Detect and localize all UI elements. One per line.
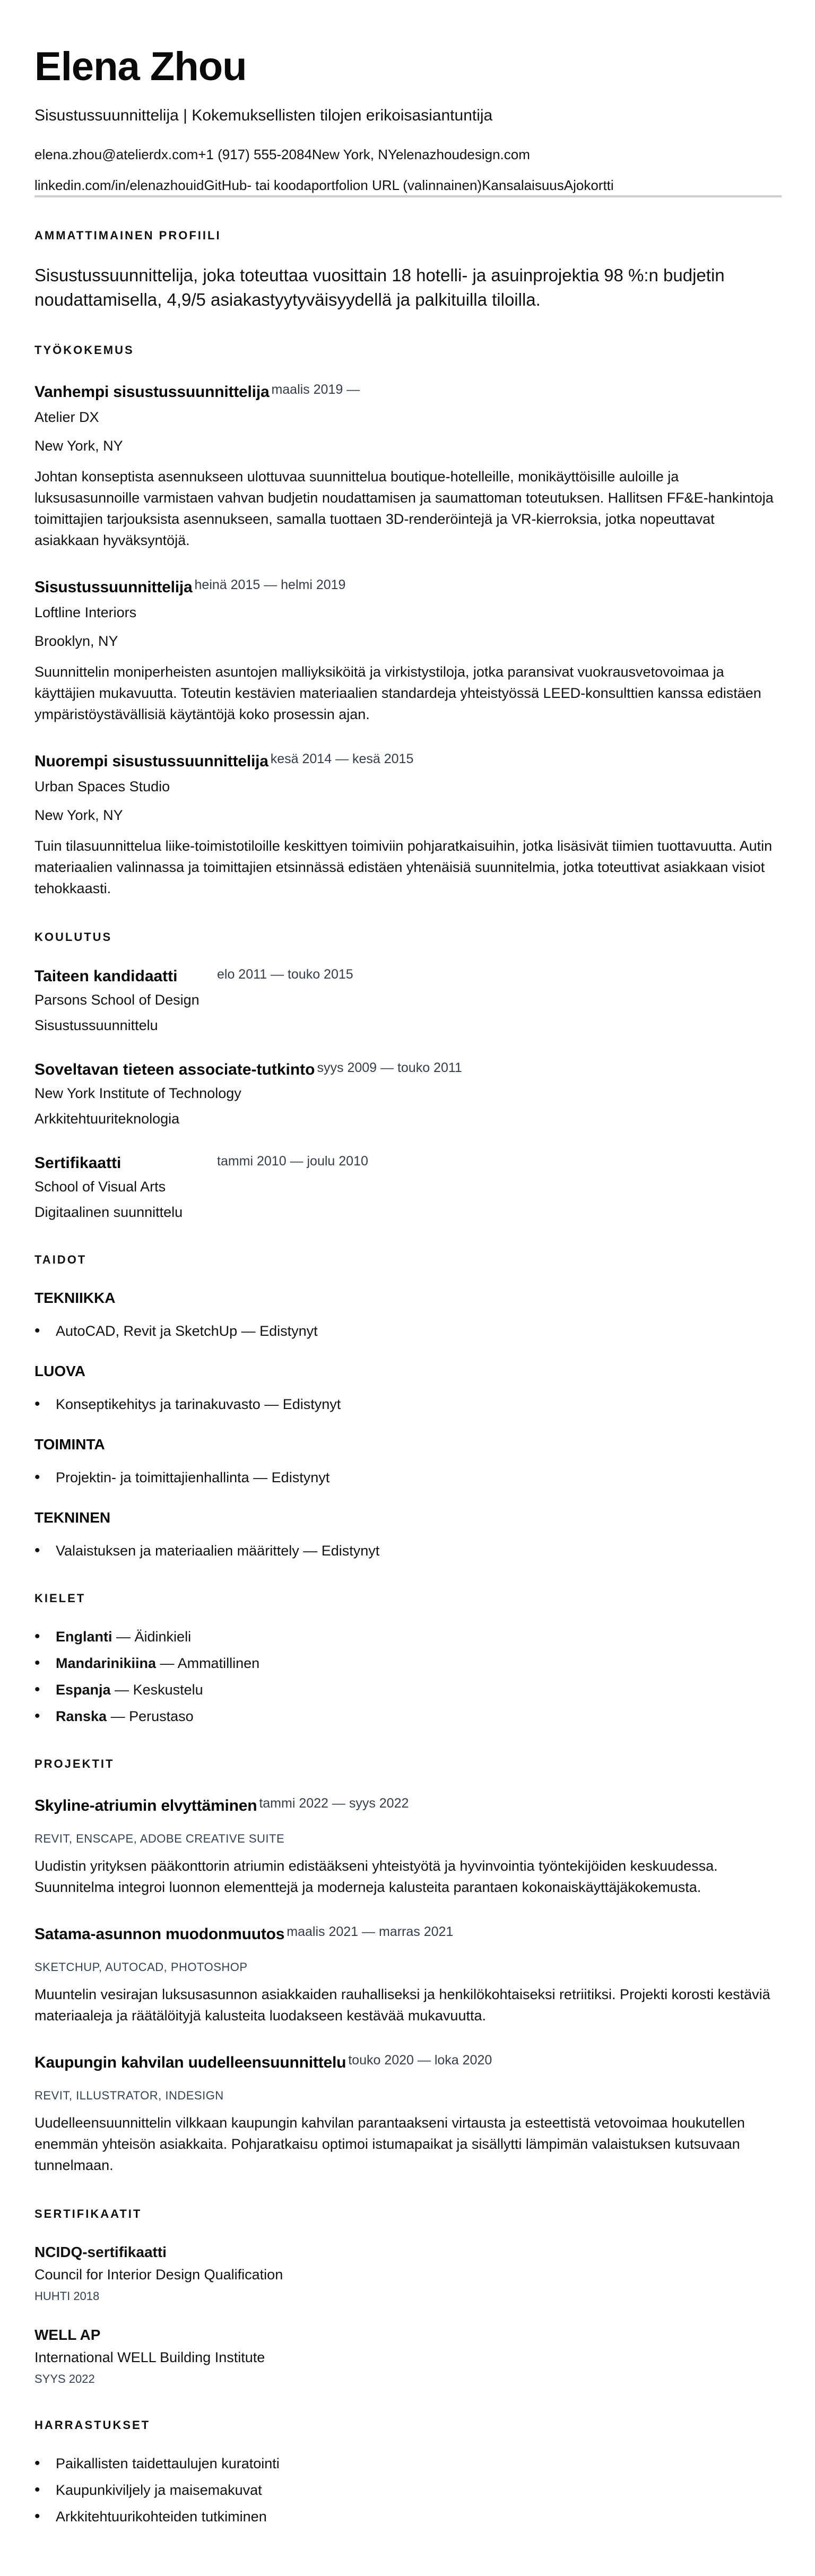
job-entry <box>34 574 781 725</box>
section-title-education: KOULUTUS <box>34 930 112 944</box>
skill-item: • Valaistuksen ja materiaalien määrittely — Edistynyt <box>34 1541 781 1560</box>
language-level: Perustaso <box>129 1708 194 1724</box>
job-entry <box>34 748 781 899</box>
profile-summary: Sisustussuunnittelija, joka toteuttaa vuosittain 18 hotelli- ja asuinprojektia 98 %:n budjetin noudattamisella, 4,9/5 asiakastyytyväisyydellä ja palkituilla tiloilla. <box>34 265 725 309</box>
language-separator: — <box>156 1655 178 1671</box>
contact-linkedin[interactable]: linkedin.com/in/elenazhouid <box>34 177 204 193</box>
education-list <box>34 966 781 1222</box>
skill-category: TEKNINEN <box>34 1509 111 1526</box>
language-level: Ammatillinen <box>177 1655 260 1671</box>
language-item <box>34 1654 781 1673</box>
job-list <box>34 379 781 899</box>
education-entry <box>34 1059 781 1128</box>
skill-item: • AutoCAD, Revit ja SketchUp — Edistynyt <box>34 1321 781 1341</box>
education-header <box>34 1153 781 1174</box>
education-header <box>34 966 781 987</box>
project-name: Satama-asunnon muodonmuutos <box>34 1925 285 1943</box>
candidate-name: Elena Zhou <box>34 44 247 89</box>
job-location: New York, NY <box>34 807 123 823</box>
skill-group <box>34 1289 781 1341</box>
project-tech-stack: SKETCHUP, AUTOCAD, PHOTOSHOP <box>34 1960 248 1974</box>
job-company: Loftline Interiors <box>34 604 137 620</box>
job-dates: heinä 2015 — helmi 2019 <box>194 577 346 592</box>
hobbies-section <box>34 2418 781 2526</box>
section-title-skills: TAIDOT <box>34 1253 87 1266</box>
language-level: Keskustelu <box>133 1682 203 1698</box>
contact-email[interactable]: elena.zhou@atelierdx.com <box>34 146 198 162</box>
language-item <box>34 1707 781 1726</box>
contact-row-secondary <box>34 176 781 194</box>
education-section <box>34 930 781 1222</box>
skills-section <box>34 1252 781 1560</box>
job-description: Tuin tilasuunnittelua liike-toimistotiloille keskittyen toimiviin pohjaratkaisuihin, jotka lisäsivät tiimien tuottavuutta. Autin materiaalien valinnassa ja toimittajien etsinnässä edistäen yhtenäisiä suunnitelmia, jotka toteuttivat asiakkaan visiot tehokkaasti. <box>34 838 773 896</box>
projects-section <box>34 1757 781 2176</box>
project-entry <box>34 1921 781 2026</box>
contact-drivers-license: Ajokortti <box>563 177 614 193</box>
project-dates: maalis 2021 — marras 2021 <box>287 1924 454 1939</box>
certification-list <box>34 2243 781 2387</box>
project-description: Uudistin yrityksen pääkonttorin atriumin edistääkseni yhteistyötä ja hyvinvointia työntekijöiden keskuudessa. Suunnitelma integroi luonnon elementtejä ja moderneja kalusteita parantaen kokonaiskäyttäjäkokemusta. <box>34 1858 718 1895</box>
school-name: New York Institute of Technology <box>34 1085 241 1101</box>
hobby-item: • Kaupunkiviljely ja maisemakuvat <box>34 2480 781 2500</box>
skill-group <box>34 1362 781 1414</box>
hobby-item: • Arkkitehtuurikohteiden tutkiminen <box>34 2507 781 2526</box>
job-location: New York, NY <box>34 438 123 454</box>
education-header <box>34 1059 781 1080</box>
certification-name: WELL AP <box>34 2327 101 2343</box>
certifications-section <box>34 2207 781 2387</box>
language-separator: — <box>112 1629 135 1645</box>
school-name: Parsons School of Design <box>34 992 200 1008</box>
job-description: Johtan konseptista asennukseen ulottuvaa suunnittelua boutique-hotelleille, monikäyttöisille auloille ja luksusasunnoille varmistaen vahvan budjetin noudattamisen ja saumattoman toteutuksen. Hallitsen FF&E-hankintoja toimittajien tarjouksista asennukseen, samalla tuottaen 3D-renderöintejä ja VR-kierroksia, jotka nopeuttavat asiakkaan hyväksyntöjä. <box>34 469 774 548</box>
project-list <box>34 1793 781 2176</box>
project-dates: tammi 2022 — syys 2022 <box>259 1796 409 1811</box>
job-company: Atelier DX <box>34 409 99 425</box>
contact-row-primary <box>34 145 781 163</box>
job-title: Nuorempi sisustussuunnittelija <box>34 753 268 770</box>
language-level: Äidinkieli <box>134 1629 192 1645</box>
languages-section <box>34 1591 781 1726</box>
certification-entry <box>34 2326 781 2387</box>
job-entry <box>34 379 781 551</box>
degree-title: Taiteen kandidaatti <box>34 967 178 985</box>
language-list <box>34 1627 781 1726</box>
language-item <box>34 1680 781 1699</box>
section-title-experience: TYÖKOKEMUS <box>34 343 134 357</box>
project-header <box>34 1793 781 1819</box>
education-dates: syys 2009 — touko 2011 <box>317 1060 462 1075</box>
skill-list <box>34 1468 781 1487</box>
job-location: Brooklyn, NY <box>34 633 118 649</box>
resume-header <box>34 42 781 197</box>
job-title: Sisustussuunnittelija <box>34 578 193 596</box>
profile-section <box>34 228 781 312</box>
certification-entry <box>34 2243 781 2304</box>
skill-list <box>34 1541 781 1560</box>
experience-section <box>34 343 781 899</box>
skill-category: TOIMINTA <box>34 1436 105 1453</box>
project-description: Muuntelin vesirajan luksusasunnon asiakkaiden rauhalliseksi ja henkilökohtaiseksi retriitiksi. Projekti korosti kestäviä materiaaleja ja räätälöityjä kalusteita luodakseen kestävää mukavuutta. <box>34 1986 770 2024</box>
education-dates: tammi 2010 — joulu 2010 <box>217 1154 368 1169</box>
skill-category: LUOVA <box>34 1363 85 1379</box>
project-entry <box>34 2050 781 2176</box>
project-header <box>34 1921 781 1948</box>
section-title-languages: KIELET <box>34 1592 86 1605</box>
job-dates: maalis 2019 — <box>271 382 360 397</box>
degree-title: Soveltavan tieteen associate-tutkinto <box>34 1061 315 1078</box>
language-name: Englanti <box>56 1629 112 1645</box>
job-description: Suunnittelin moniperheisten asuntojen malliyksiköitä ja virkistystiloja, jotka paransivat vuokrausvetovoimaa ja käyttäjien mukavuutta. Toteutin kestävien materiaalien standardeja yhteistyössä LEED-konsulttien kanssa edistäen ympäristöystävällisiä käytäntöjä koko prosessin ajan. <box>34 664 761 722</box>
language-name: Espanja <box>56 1682 111 1698</box>
project-tech-stack: REVIT, ENSCAPE, ADOBE CREATIVE SUITE <box>34 1832 285 1845</box>
project-tech-stack: REVIT, ILLUSTRATOR, INDESIGN <box>34 2089 224 2102</box>
contact-citizenship: Kansalaisuus <box>482 177 564 193</box>
job-dates: kesä 2014 — kesä 2015 <box>270 751 414 766</box>
skill-item: • Projektin- ja toimittajienhallinta — Edistynyt <box>34 1468 781 1487</box>
contact-phone[interactable]: +1 (917) 555-2084 <box>198 146 312 162</box>
field-of-study: Arkkitehtuuriteknologia <box>34 1111 180 1127</box>
education-entry <box>34 966 781 1035</box>
hobby-list <box>34 2454 781 2526</box>
skill-category: TEKNIIKKA <box>34 1290 116 1306</box>
skill-groups <box>34 1289 781 1560</box>
contact-website[interactable]: elenazhoudesign.com <box>395 146 530 162</box>
language-item <box>34 1627 781 1646</box>
school-name: School of Visual Arts <box>34 1179 166 1195</box>
job-company: Urban Spaces Studio <box>34 779 170 794</box>
skill-group <box>34 1508 781 1560</box>
job-title: Vanhempi sisustussuunnittelija <box>34 383 270 401</box>
certification-issuer: International WELL Building Institute <box>34 2349 265 2365</box>
skill-list <box>34 1321 781 1341</box>
project-name: Skyline-atriumin elvyttäminen <box>34 1797 257 1814</box>
project-header <box>34 2050 781 2076</box>
skill-list <box>34 1395 781 1414</box>
skill-item: • Konseptikehitys ja tarinakuvasto — Edistynyt <box>34 1395 781 1414</box>
section-title-certifications: SERTIFIKAATIT <box>34 2207 142 2220</box>
language-name: Mandarinikiina <box>56 1655 157 1671</box>
headline: Sisustussuunnittelija | Kokemuksellisten tilojen erikoisasiantuntija <box>34 107 493 124</box>
section-title-projects: PROJEKTIT <box>34 1757 115 1770</box>
certification-issuer: Council for Interior Design Qualification <box>34 2267 283 2283</box>
contact-location: New York, NY <box>311 146 396 162</box>
contact-github-placeholder: GitHub- tai koodaportfolion URL (valinnainen) <box>204 177 482 193</box>
job-header <box>34 574 781 601</box>
job-header <box>34 379 781 405</box>
field-of-study: Digitaalinen suunnittelu <box>34 1204 183 1220</box>
section-title-profile: AMMATTIMAINEN PROFIILI <box>34 229 221 242</box>
certification-date: SYYS 2022 <box>34 2372 95 2385</box>
section-title-hobbies: HARRASTUKSET <box>34 2418 151 2432</box>
degree-title: Sertifikaatti <box>34 1154 122 1172</box>
certification-name: NCIDQ-sertifikaatti <box>34 2244 167 2260</box>
skill-group <box>34 1435 781 1487</box>
language-name: Ranska <box>56 1708 107 1724</box>
language-separator: — <box>107 1708 129 1724</box>
field-of-study: Sisustussuunnittelu <box>34 1017 158 1033</box>
education-dates: elo 2011 — touko 2015 <box>217 967 353 982</box>
project-description: Uudelleensuunnittelin vilkkaan kaupungin kahvilan parantaakseni virtausta ja esteettistä vetovoimaa houkutellen enemmän yhteisön asiakkaita. Pohjaratkaisu optimoi istumapaikat ja sisällytti lämpimän valaistuksen kutsuvaan tunnelmaan. <box>34 2115 745 2173</box>
project-entry <box>34 1793 781 1898</box>
education-entry <box>34 1153 781 1222</box>
project-name: Kaupungin kahvilan uudelleensuunnittelu <box>34 2054 346 2071</box>
language-separator: — <box>110 1682 133 1698</box>
header-divider <box>34 195 782 197</box>
hobby-item: • Paikallisten taidettaulujen kuratointi <box>34 2454 781 2473</box>
project-dates: touko 2020 — loka 2020 <box>348 2053 492 2068</box>
certification-date: HUHTI 2018 <box>34 2289 100 2303</box>
job-header <box>34 748 781 775</box>
